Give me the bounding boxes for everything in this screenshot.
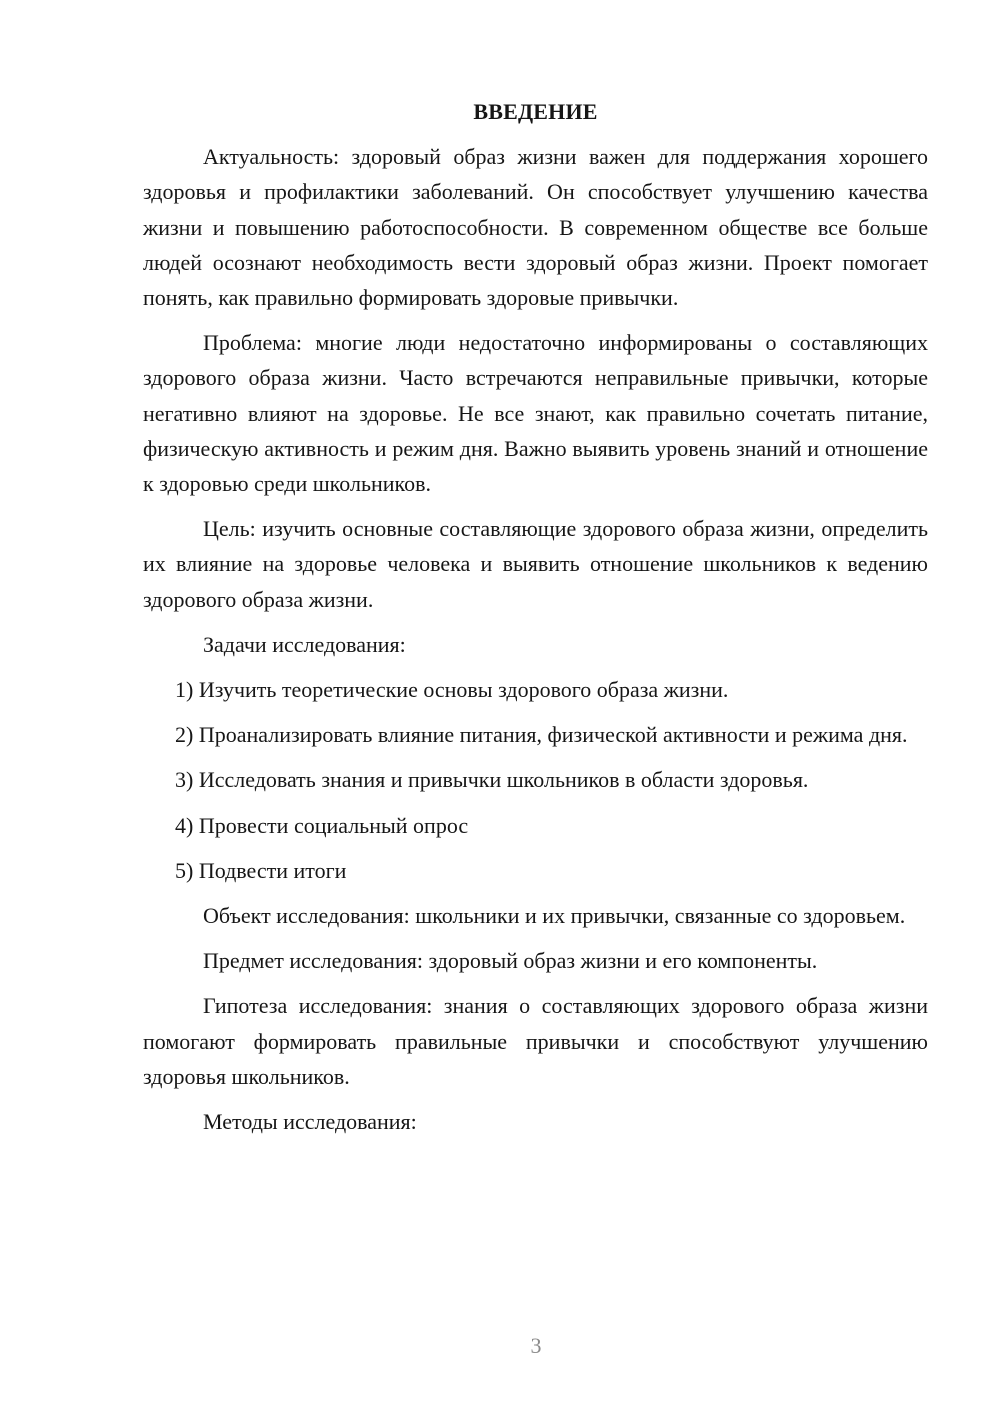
task-item-2: 2) Проанализировать влияние питания, физической активности и режима дня. <box>175 722 908 748</box>
page-number: 3 <box>530 1333 542 1358</box>
task-item-4: 4) Провести социальный опрос <box>175 812 469 838</box>
problem-paragraph: Проблема: многие люди недостаточно информированы о составляющих здорового образа жизни. Часто встречаются неправильные привычки, которые негативно влияют на здоровье. Не все знают, как правильно сочетать питание, физическую активность и режим дня. Важно выявить уровень знаний и отношение к здоровью среди школьников. <box>143 330 928 497</box>
task-item-5: 5) Подвести итоги <box>175 857 347 883</box>
tasks-heading: Задачи исследования: <box>203 631 406 657</box>
task-item-3: 3) Исследовать знания и привычки школьников в области здоровья. <box>175 767 809 793</box>
methods-heading: Методы исследования: <box>203 1109 417 1135</box>
relevance-paragraph: Актуальность: здоровый образ жизни важен для поддержания хорошего здоровья и профилактики заболеваний. Он способствует улучшению качества жизни и повышению работоспособности. В современном обществе все больше людей осознают необходимость вести здоровый образ жизни. Проект помогает понять, как правильно формировать здоровые привычки. <box>143 144 928 311</box>
object-paragraph: Объект исследования: школьники и их привычки, связанные со здоровьем. <box>203 903 906 929</box>
goal-paragraph: Цель: изучить основные составляющие здорового образа жизни, определить их влияние на здоровье человека и выявить отношение школьников к ведению здорового образа жизни. <box>143 516 928 612</box>
page-title: ВВЕДЕНИЕ <box>473 99 598 124</box>
subject-paragraph: Предмет исследования: здоровый образ жизни и его компоненты. <box>203 948 818 974</box>
task-item-1: 1) Изучить теоретические основы здорового образа жизни. <box>175 677 729 703</box>
hypothesis-paragraph: Гипотеза исследования: знания о составляющих здорового образа жизни помогают формировать правильные привычки и способствуют улучшению здоровья школьников. <box>143 993 928 1089</box>
page-content <box>143 94 928 1149</box>
